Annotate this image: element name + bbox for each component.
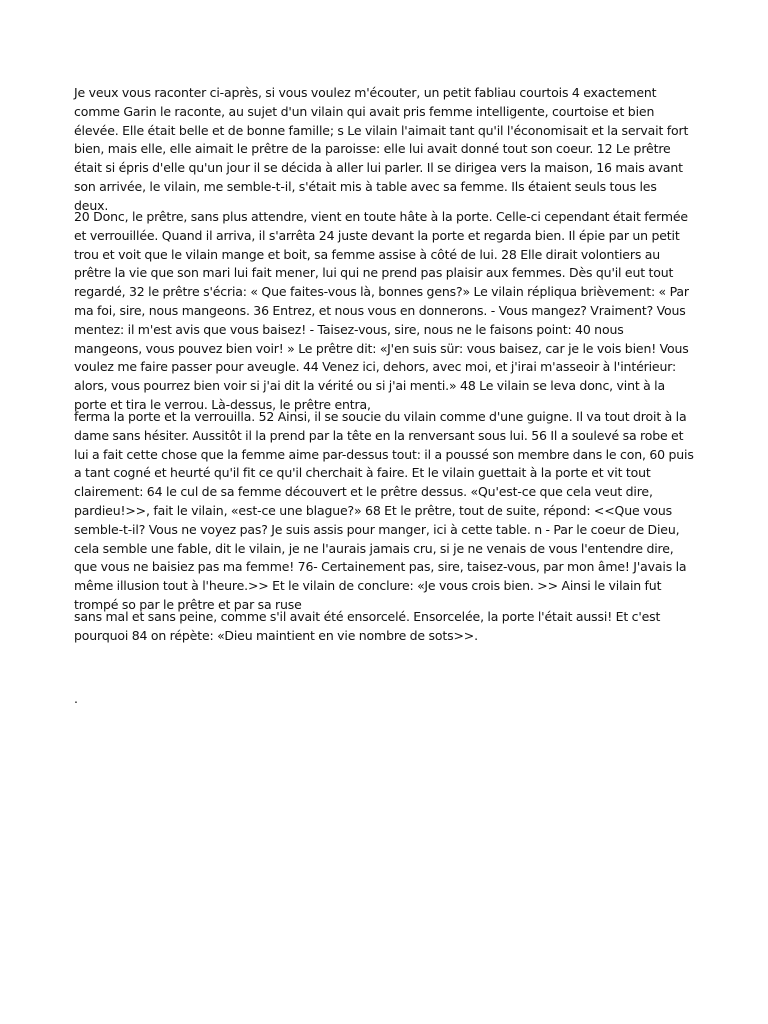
paragraph-intro: Je veux vous raconter ci-après, si vous voulez m'écouter, un petit fabliau courtois 4 exactement comme Garin le raconte, au sujet d'un vilain qui avait pris femme intelligente, courtoise et bien élevée. Elle était belle et de bonne famille; s Le vilain l'aimait tant qu'il l'économisait et la servait fort bien, mais elle, elle aimait le prêtre de la paroisse: elle lui avait donné tout son coeur. 12 Le prêtre était si épris d'elle qu'un jour il se décida à aller lui parler. Il se dirigea vers la maison, 16 mais avant son arrivée, le vilain, me semble-t-il, s'était mis à table avec sa femme. Ils étaient seuls tous les deux. — [74, 85, 689, 213]
paragraph-conclusion: sans mal et sans peine, comme s'il avait été ensorcelé. Ensorcelée, la porte l'était aussi! Et c'est pourquoi 84 on répète: «Dieu maintient en vie nombre de sots>>. — [74, 609, 661, 643]
trailing-period: . — [74, 691, 78, 706]
paragraph-priest-arrives: 20 Donc, le prêtre, sans plus attendre, vient en toute hâte à la porte. Celle-ci cependant était fermée et verrouillée. Quand il arriva, il s'arrêta 24 juste devant la porte et regarda bien. Il épie par un petit trou et voit que le vilain mange et boit, sa femme assise à côté de lui. 28 Elle dirait volontiers au prêtre la vie que son mari lui fait mener, lui qui ne prend pas plaisir aux femmes. Dès qu'il eut tout regardé, 32 le prêtre s'écria: « Que faites-vous là, bonnes gens?» Le vilain répliqua brièvement: « Par ma foi, sire, nous mangeons. 36 Entrez, et nous vous en donnerons. - Vous mangez? Vraiment? Vous mentez: il m'est avis que vous baisez! - Taisez-vous, sire, nous ne le faisons point: 40 nous mangeons, vous pouvez bien voir! » Le prêtre dit: «J'en suis sür: vous baisez, car je le vois bien! Vous voulez me faire passer pour aveugle. 44 Venez ici, dehors, avec moi, et j'irai m'asseoir à l'intérieur: alors, vous pourrez bien voir si j'ai dit la vérité ou si j'ai menti.» 48 Le vilain se leva donc, vint à la porte et tira le verrou. Là-dessus, le prêtre entra, — [74, 209, 689, 412]
paragraph-priest-inside: ferma la porte et la verrouilla. 52 Ainsi, il se soucie du vilain comme d'une guigne. Il va tout droit à la dame sans hésiter. Aussitôt il la prend par la tête en la renversant sous lui. 56 Il a soulevé sa robe et lui a fait cette chose que la femme aime par-dessus tout: il a poussé son membre dans le con, 60 puis a tant cogné et heurté qu'il fit ce qu'il cherchait à faire. Et le vilain guettait à la porte et vit tout clairement: 64 le cul de sa femme découvert et le prêtre dessus. «Qu'est-ce que cela veut dire, pardieu!>>, fait le vilain, «est-ce une blague?» 68 Et le prêtre, tout de suite, répond: <<Que vous semble-t-il? Vous ne voyez pas? Je suis assis pour manger, ici à cette table. n - Par le coeur de Dieu, cela semble une fable, dit le vilain, je ne l'aurais jamais cru, si je ne venais de vous l'entendre dire, que vous ne baisiez pas ma femme! 76- Certainement pas, sire, taisez-vous, par mon âme! J'avais la même illusion tout à l'heure.>> Et le vilain de conclure: «Je vous crois bien. >> Ainsi le vilain fut trompé so par le prêtre et par sa ruse — [74, 409, 694, 612]
